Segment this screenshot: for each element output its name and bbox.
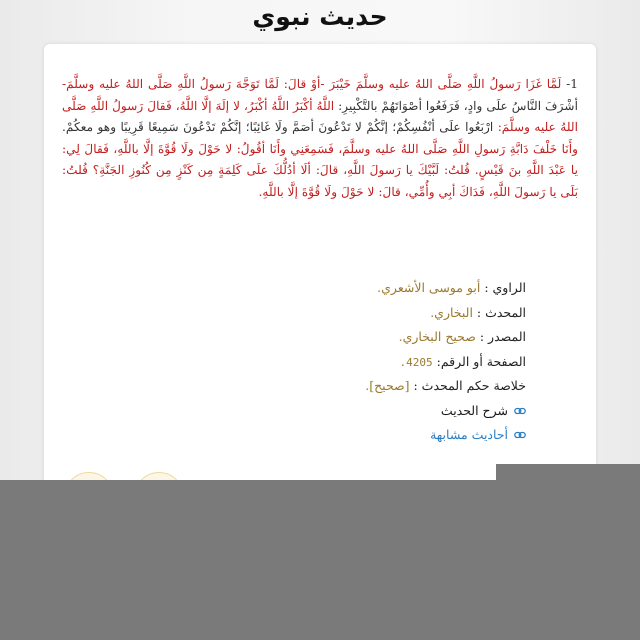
hadith-segment: لَمَّا غَزَا رَسولُ اللَّهِ صَلَّى اللهُ عليه وسلَّمَ خَيْبَرَ -أوْ قالَ: لَمَّا تَوَجَّهَ رَسولُ اللَّهِ صَلَّى اللهُ عليه وسلَّمَ- xyxy=(62,77,562,91)
muhaddith-row xyxy=(226,301,526,326)
muhaddith-value[interactable]: البخاري. xyxy=(430,304,473,320)
source-row xyxy=(226,325,526,350)
page-title: حديث نبوي xyxy=(252,2,388,31)
ruling-row xyxy=(226,374,526,399)
chain-link-icon xyxy=(514,405,526,417)
muhaddith-label: المحدث : xyxy=(476,304,526,320)
hadith-card xyxy=(44,44,596,504)
hadith-number: 1- xyxy=(566,77,578,91)
explanation-link-label: شرح الحديث xyxy=(440,402,508,418)
chain-link-icon xyxy=(514,429,526,441)
narrator-value[interactable]: أبو موسى الأشعري. xyxy=(377,280,481,295)
page-number-row xyxy=(226,350,526,375)
source-label: المصدر : xyxy=(479,329,526,344)
page-number-value: 4205. xyxy=(399,355,433,369)
hadith-meta xyxy=(226,276,526,447)
ruling-label: خلاصة حكم المحدث : xyxy=(413,378,526,393)
page-number-label: الصفحة أو الرقم: xyxy=(436,353,526,369)
hadith-body xyxy=(62,77,578,199)
narrator-label: الراوي : xyxy=(484,280,526,295)
narrator-row xyxy=(226,276,526,301)
hadith-segment: ارْبَعُوا علَى أنْفُسِكُمْ؛ إنَّكُمْ لا تَدْعُونَ أصَمَّ ولَا غَائِبًا؛ إنَّكُمْ تَدْعُونَ سَمِيعًا قَرِيبًا وهو معكُمْ. xyxy=(62,120,498,134)
hadith-segment: وأَنَا خَلْفَ دَابَّةِ رَسولِ اللَّهِ صَلَّى اللهُ عليه وسلَّمَ، فَسَمِعَنِي وأَنَا أقُولُ: لا حَوْلَ ولَا قُوَّةَ إلَّا باللَّهِ، فَقالَ لِي: يا عَبْدَ اللَّهِ بنَ قَيْسٍ. قُلتُ: لَبَّيْكَ يا رَسولَ اللَّهِ، قالَ: ألَا أدُلُّكَ علَى كَلِمَةٍ مِن كَنْزٍ مِن كُنُوزِ الجَنَّةِ؟ قُلتُ: بَلَى يا رَسولَ اللَّهِ، فَدَاكَ أبِي وأُمِّي، قالَ: لا حَوْلَ ولَا قُوَّةَ إلَّا باللَّهِ. xyxy=(62,141,578,199)
source-value[interactable]: صحيح البخاري. xyxy=(398,329,476,344)
similar-hadiths-link-label: أحاديث مشابهة xyxy=(430,426,508,442)
hadith-segment: اللَّهُ أكْبَرُ اللَّهُ أكْبَرُ، لا إلَهَ إلَّا اللَّهُ، فَقالَ رَسولُ اللَّهِ صَلَّى اللهُ عليه وسلَّمَ: xyxy=(62,98,578,134)
ruling-value: [صحيح]. xyxy=(365,378,410,393)
hadith-segment: أشْرَفَ النَّاسُ علَى وادٍ، فَرَفَعُوا أصْوَاتَهُمْ بالتَّكْبِيرِ: xyxy=(334,98,579,113)
hadith-text xyxy=(62,74,578,203)
explanation-link[interactable] xyxy=(226,399,526,423)
similar-hadiths-link[interactable] xyxy=(226,423,526,447)
gray-overlay-panel xyxy=(0,480,640,640)
